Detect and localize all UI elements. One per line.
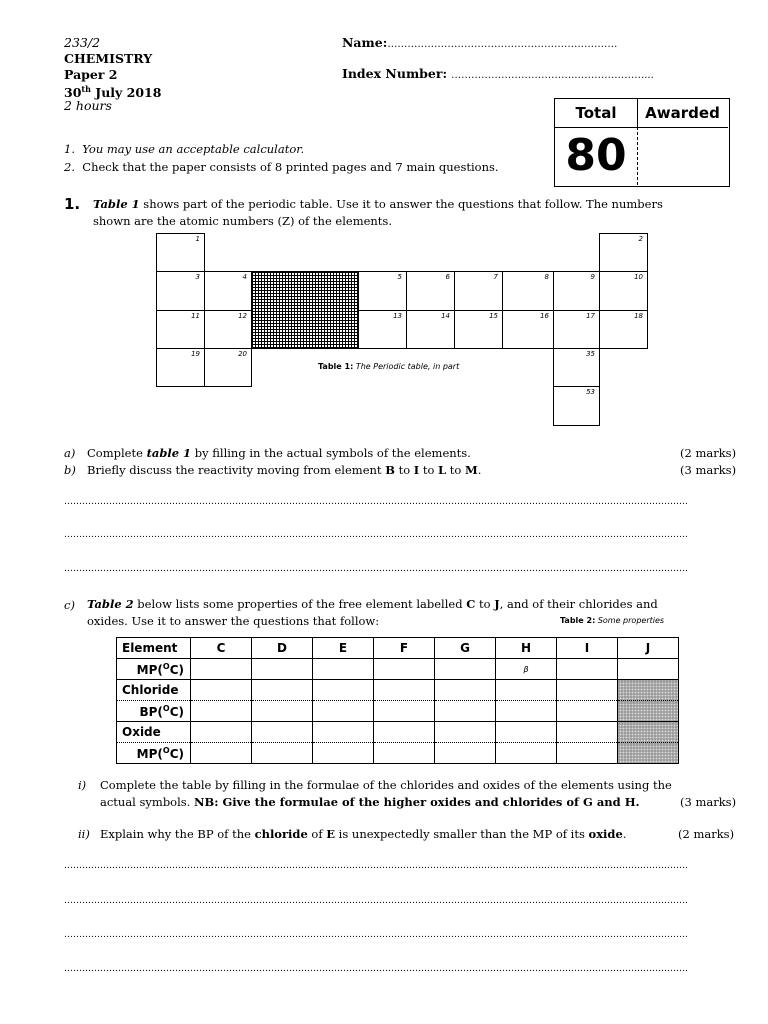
answer-line-b-1[interactable]: ………………………………………………………………………………………………………………………………………………………………………………………. xyxy=(64,497,688,507)
pt-cell-6[interactable]: 6 xyxy=(406,271,455,311)
part-a-marks: (2 marks) xyxy=(680,446,737,460)
part-a-text: Complete table 1 by filling in the actual symbols of the elements. xyxy=(87,446,471,460)
col-f: F xyxy=(374,638,435,659)
answer-line-c-3[interactable]: ………………………………………………………………………………………………………………………………………………………………………………………. xyxy=(64,930,688,940)
oxide-label: Oxide xyxy=(117,722,191,743)
table-cell[interactable] xyxy=(191,722,252,743)
name-field[interactable]: Name:…………………………………………………………… xyxy=(342,35,618,50)
part-b-label: b) xyxy=(64,463,76,477)
pt-cell-9[interactable]: 9 xyxy=(553,271,600,311)
pt-cell-53[interactable]: 53 xyxy=(553,386,600,426)
table-cell[interactable] xyxy=(435,743,496,764)
table-cell[interactable] xyxy=(557,701,618,722)
table-cell[interactable] xyxy=(496,680,557,701)
pt-cell-19[interactable]: 19 xyxy=(156,348,205,387)
pt-cell-3[interactable]: 3 xyxy=(156,271,205,311)
shaded-cell xyxy=(618,743,679,764)
part-b-marks: (3 marks) xyxy=(680,463,737,477)
table-cell[interactable] xyxy=(435,701,496,722)
pt-cell-20[interactable]: 20 xyxy=(204,348,252,387)
pt-cell-15[interactable]: 15 xyxy=(454,310,503,349)
pt-cell-1[interactable]: 1 xyxy=(156,233,205,272)
h-mp-cell[interactable] xyxy=(496,659,557,680)
table-cell[interactable] xyxy=(313,743,374,764)
total-header: Total xyxy=(555,99,638,128)
table-cell[interactable] xyxy=(313,659,374,680)
pt-cell-17[interactable]: 17 xyxy=(553,310,600,349)
beta-mark: β xyxy=(523,664,529,674)
table-cell[interactable] xyxy=(557,680,618,701)
exam-date: 30th July 2018 xyxy=(64,84,162,101)
answer-line-b-3[interactable]: ………………………………………………………………………………………………………………………………………………………………………………………. xyxy=(64,564,688,574)
shaded-cell xyxy=(618,722,679,743)
pt-cell-7[interactable]: 7 xyxy=(454,271,503,311)
part-c-text-line2: oxides. Use it to answer the questions that follow: xyxy=(87,614,380,628)
part-c-i-marks: (3 marks) xyxy=(680,795,737,809)
table-2-header-row xyxy=(117,638,679,659)
oxide-row xyxy=(117,722,679,743)
paper-code: 233/2 xyxy=(64,35,101,50)
pt-cell-35[interactable]: 35 xyxy=(553,348,600,387)
element-header: Element xyxy=(117,638,191,659)
table-1-caption: Table 1: The Periodic table, in part xyxy=(318,362,460,371)
part-c-ii-text: Explain why the BP of the chloride of E is unexpectedly smaller than the MP of its oxide. xyxy=(100,827,627,841)
col-j: J xyxy=(618,638,679,659)
table-cell[interactable] xyxy=(557,743,618,764)
table-cell[interactable] xyxy=(313,680,374,701)
pt-cell-12[interactable]: 12 xyxy=(204,310,252,349)
part-c-i-text-line2: actual symbols. NB: Give the formulae of the higher oxides and chlorides of G and H. xyxy=(100,795,640,809)
pt-cell-11[interactable]: 11 xyxy=(156,310,205,349)
table-cell[interactable] xyxy=(191,680,252,701)
part-c-text: Table 2 below lists some properties of the free element labelled C to J, and of their chlorides and xyxy=(87,597,658,611)
pt-cell-2[interactable]: 2 xyxy=(599,233,648,272)
table-cell[interactable] xyxy=(252,743,313,764)
col-h: H xyxy=(496,638,557,659)
table-cell[interactable] xyxy=(496,722,557,743)
part-c-ii-marks: (2 marks) xyxy=(678,827,735,841)
pt-cell-16[interactable]: 16 xyxy=(502,310,554,349)
table-cell[interactable] xyxy=(374,680,435,701)
score-divider xyxy=(637,127,638,185)
awarded-header: Awarded xyxy=(637,99,728,128)
exam-duration: 2 hours xyxy=(64,98,112,113)
col-d: D xyxy=(252,638,313,659)
pt-cell-8[interactable]: 8 xyxy=(502,271,554,311)
table-2-caption: Table 2: Some properties xyxy=(560,616,665,625)
part-c-i-label: i) xyxy=(78,778,87,792)
element-mp-row xyxy=(117,659,679,680)
properties-table xyxy=(116,637,679,764)
part-a-label: a) xyxy=(64,446,76,460)
subject-title: CHEMISTRY xyxy=(64,51,153,66)
col-e: E xyxy=(313,638,374,659)
question-1-intro: Table 1 shows part of the periodic table. Use it to answer the questions that follow. The numbers xyxy=(93,197,663,211)
chloride-row xyxy=(117,680,679,701)
element-mp-label: MP($^O$C) xyxy=(117,659,191,680)
answer-line-b-2[interactable]: ………………………………………………………………………………………………………………………………………………………………………………………. xyxy=(64,530,688,540)
table-cell[interactable] xyxy=(252,701,313,722)
table-cell[interactable] xyxy=(252,680,313,701)
col-g: G xyxy=(435,638,496,659)
table-cell[interactable] xyxy=(374,743,435,764)
shaded-cell xyxy=(618,680,679,701)
table-cell[interactable] xyxy=(252,659,313,680)
part-c-i-text: Complete the table by filling in the formulae of the chlorides and oxides of the elements using the xyxy=(100,778,672,792)
pt-cell-5[interactable]: 5 xyxy=(358,271,407,311)
oxide-mp-row xyxy=(117,743,679,764)
table-cell[interactable] xyxy=(252,722,313,743)
table-cell[interactable] xyxy=(313,722,374,743)
table-cell[interactable] xyxy=(374,701,435,722)
answer-line-c-1[interactable]: ………………………………………………………………………………………………………………………………………………………………………………………. xyxy=(64,861,688,871)
shaded-cell xyxy=(618,701,679,722)
pt-cell-14[interactable]: 14 xyxy=(406,310,455,349)
table-cell[interactable] xyxy=(191,743,252,764)
table-cell[interactable] xyxy=(435,659,496,680)
oxide-mp-label: MP($^O$C) xyxy=(117,743,191,764)
table-cell[interactable] xyxy=(496,743,557,764)
total-marks: 80 xyxy=(565,130,627,181)
table-cell[interactable] xyxy=(191,659,252,680)
table-cell[interactable] xyxy=(374,659,435,680)
chloride-label: Chloride xyxy=(117,680,191,701)
awarded-entry[interactable] xyxy=(639,129,727,184)
pt-cell-13[interactable]: 13 xyxy=(358,310,407,349)
score-box xyxy=(554,98,730,187)
table-cell[interactable] xyxy=(557,722,618,743)
table-cell[interactable] xyxy=(374,722,435,743)
table-cell[interactable] xyxy=(618,659,679,680)
transition-block-hatch xyxy=(251,271,359,349)
question-1-number: 1. xyxy=(64,195,81,213)
pt-cell-18[interactable]: 18 xyxy=(599,310,648,349)
table-cell[interactable] xyxy=(191,701,252,722)
instruction-2: 2. Check that the paper consists of 8 printed pages and 7 main questions. xyxy=(64,160,499,174)
table-cell[interactable] xyxy=(313,701,374,722)
table-cell[interactable] xyxy=(435,722,496,743)
part-c-ii-label: ii) xyxy=(78,827,90,841)
table-cell[interactable] xyxy=(557,659,618,680)
table-cell[interactable] xyxy=(496,701,557,722)
chloride-bp-row xyxy=(117,701,679,722)
paper-number: Paper 2 xyxy=(64,67,118,82)
table-cell[interactable] xyxy=(435,680,496,701)
part-c-label: c) xyxy=(64,598,75,612)
instruction-1: 1. You may use an acceptable calculator. xyxy=(64,142,305,156)
pt-cell-4[interactable]: 4 xyxy=(204,271,252,311)
index-number-field[interactable]: Index Number: ……………………………….…………………... xyxy=(342,66,654,81)
col-i: I xyxy=(557,638,618,659)
answer-line-c-4[interactable]: ………………………………………………………………………………………………………………………………………………………………………………………. xyxy=(64,964,688,974)
question-1-intro-line2: shown are the atomic numbers (Z) of the elements. xyxy=(93,214,392,228)
col-c: C xyxy=(191,638,252,659)
chloride-bp-label: BP($^O$C) xyxy=(117,701,191,722)
answer-line-c-2[interactable]: ………………………………………………………………………………………………………………………………………………………………………………………. xyxy=(64,896,688,906)
part-b-text: Briefly discuss the reactivity moving from element B to I to L to M. xyxy=(87,463,482,477)
pt-cell-10[interactable]: 10 xyxy=(599,271,648,311)
